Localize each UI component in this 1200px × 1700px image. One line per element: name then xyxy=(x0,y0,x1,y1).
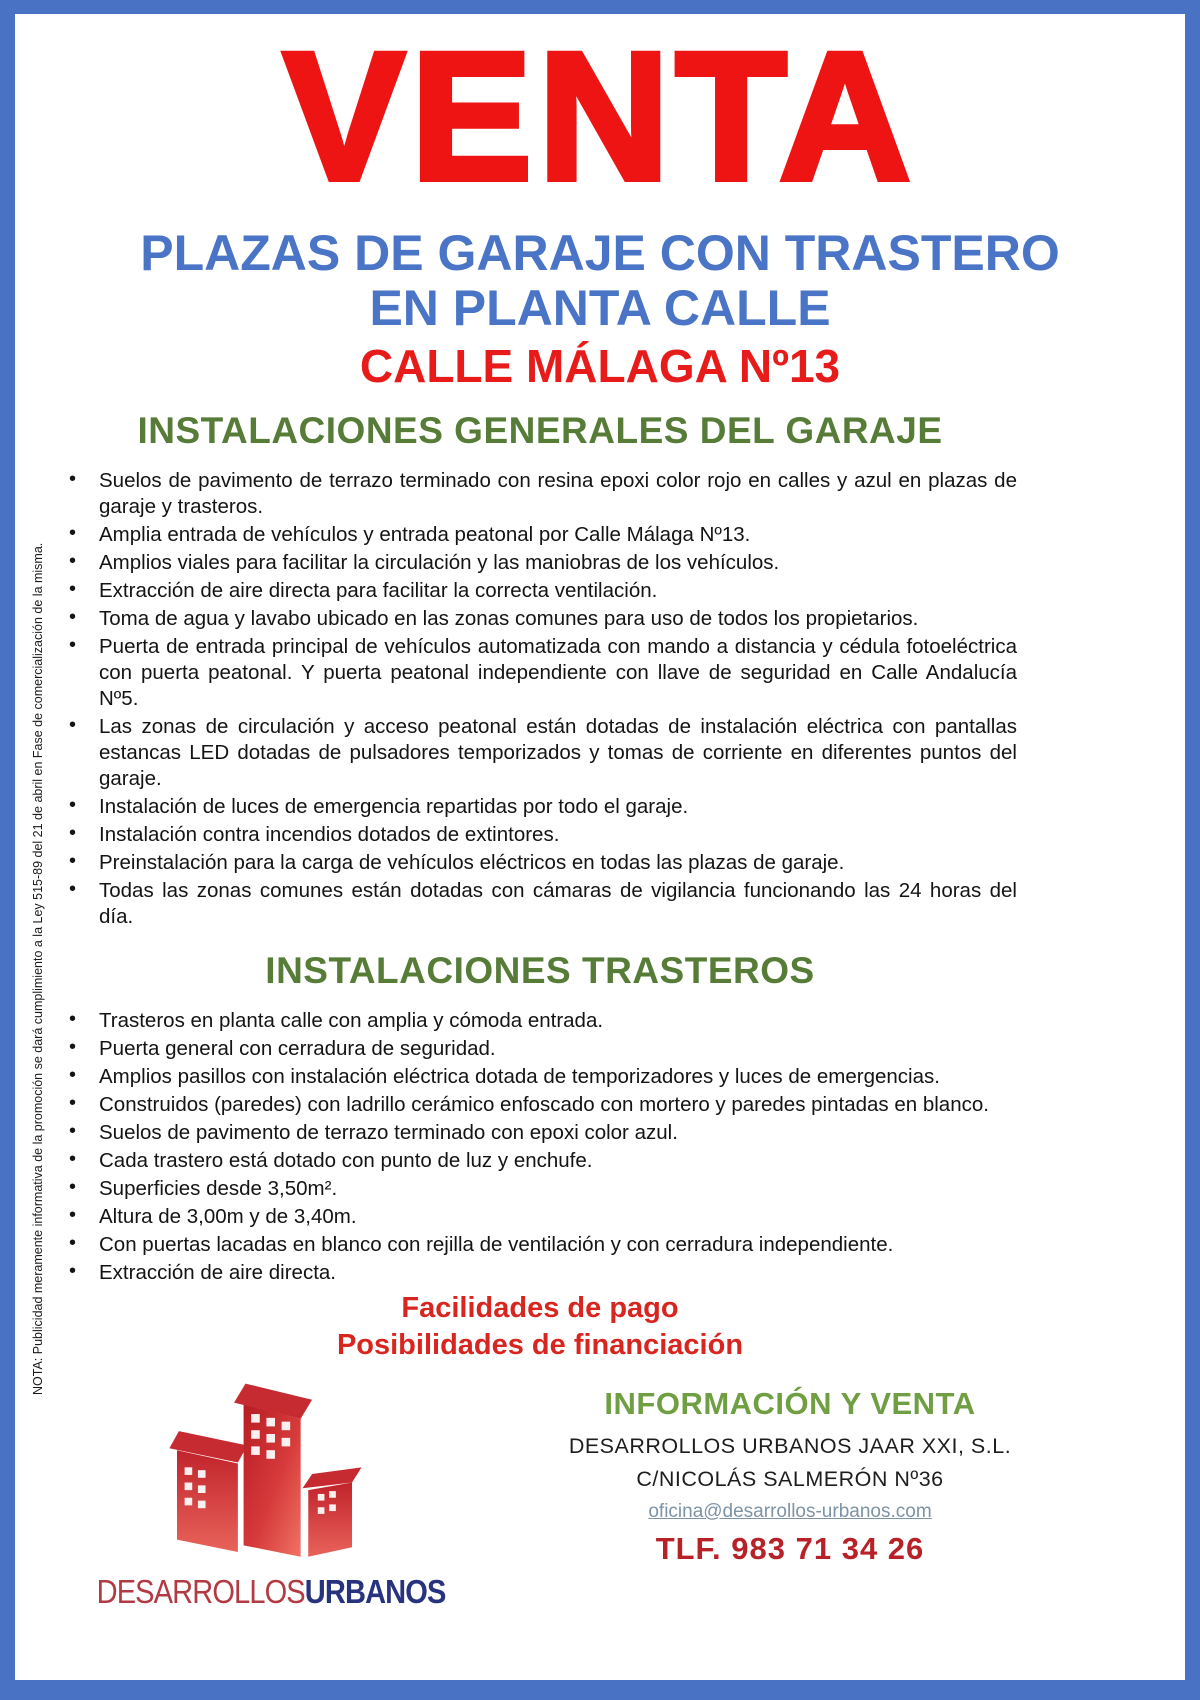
bullet-icon: • xyxy=(69,793,77,816)
section-garage-list xyxy=(63,468,1017,930)
bullet-text: Extracción de aire directa. xyxy=(99,1260,337,1284)
bullet-icon: • xyxy=(69,521,77,544)
list-item xyxy=(63,1064,1017,1090)
list-item xyxy=(63,468,1017,520)
subtitle-line-1: PLAZAS DE GARAJE CON TRASTERO xyxy=(140,224,1060,281)
bullet-text: Instalación contra incendios dotados de extintores. xyxy=(99,822,560,846)
bullet-icon: • xyxy=(69,1259,77,1282)
list-item xyxy=(63,578,1017,604)
bullet-icon: • xyxy=(69,1063,77,1086)
list-item xyxy=(63,1036,1017,1062)
bullet-icon: • xyxy=(69,467,77,490)
bullet-icon: • xyxy=(69,1007,77,1030)
bullet-text: Puerta de entrada principal de vehículos automatizada con mando a distancia y cédula fotoeléctrica con puerta peatonal. Y puerta peatonal independiente con llave de seguridad en Calle Andalucía Nº5. xyxy=(99,634,1017,710)
section-trasteros xyxy=(63,950,1017,1286)
logo-wordmark xyxy=(96,1572,446,1611)
bullet-icon: • xyxy=(69,1119,77,1142)
bullet-text: Puerta general con cerradura de seguridad. xyxy=(99,1036,496,1060)
section-trasteros-list xyxy=(63,1008,1017,1286)
bullet-icon: • xyxy=(69,849,77,872)
company-logo xyxy=(75,1376,446,1611)
list-item xyxy=(63,1092,1017,1118)
main-content xyxy=(63,410,1017,1364)
list-item xyxy=(63,550,1017,576)
list-item xyxy=(63,634,1017,712)
section-garage-heading: INSTALACIONES GENERALES DEL GARAJE xyxy=(137,409,943,451)
contact-phone: TLF. 983 71 34 26 xyxy=(655,1530,925,1566)
bullet-text: Trasteros en planta calle con amplia y cómoda entrada. xyxy=(99,1008,604,1032)
bullet-text: Las zonas de circulación y acceso peatonal están dotadas de instalación eléctrica con pantallas estancas LED dotadas de pulsadores temporizados y tomas de corriente en diferentes puntos del garaje. xyxy=(99,714,1017,790)
payment-offers xyxy=(63,1290,1017,1364)
bullet-text: Todas las zonas comunes están dotadas con cámaras de vigilancia funcionando las 24 horas del día. xyxy=(99,878,1017,928)
list-item xyxy=(63,522,1017,548)
list-item xyxy=(63,1148,1017,1174)
list-item xyxy=(63,1120,1017,1146)
bullet-text: Extracción de aire directa para facilitar la correcta ventilación. xyxy=(99,578,658,602)
offer-line-2: Posibilidades de financiación xyxy=(336,1328,744,1361)
section-garage xyxy=(63,410,1017,930)
bullet-text: Toma de agua y lavabo ubicado en las zonas comunes para uso de todos los propietarios. xyxy=(99,606,919,630)
bullet-icon: • xyxy=(69,1231,77,1254)
legal-side-note: NOTA: Publicidad meramente informativa de la promoción se dará cumplimiento a la Ley 515-89 del 21 de abril en Fase de comercialización de la misma. xyxy=(31,542,45,1396)
bullet-text: Preinstalación para la carga de vehículos eléctricos en todas las plazas de garaje. xyxy=(99,850,845,874)
offer-line-1: Facilidades de pago xyxy=(401,1291,679,1324)
bullet-icon: • xyxy=(69,1091,77,1114)
bullet-icon: • xyxy=(69,577,77,600)
buildings-logo-icon xyxy=(130,1376,380,1571)
bullet-icon: • xyxy=(69,633,77,656)
contact-company: DESARROLLOS URBANOS JAAR XXI, S.L. xyxy=(568,1433,1012,1458)
contact-heading: INFORMACIÓN Y VENTA xyxy=(604,1385,976,1421)
bullet-text: Con puertas lacadas en blanco con rejilla de ventilación y con cerradura independiente. xyxy=(99,1232,894,1256)
bullet-icon: • xyxy=(69,877,77,900)
page-title: VENTA xyxy=(283,14,917,218)
logo-word-urbanos: URBANOS xyxy=(304,1572,446,1610)
contact-info xyxy=(435,1376,1145,1611)
bullet-text: Amplios viales para facilitar la circulación y las maniobras de los vehículos. xyxy=(99,550,780,574)
bullet-icon: • xyxy=(69,1203,77,1226)
contact-email-link[interactable]: oficina@desarrollos-urbanos.com xyxy=(648,1500,932,1522)
list-item xyxy=(63,822,1017,848)
bullet-text: Amplia entrada de vehículos y entrada peatonal por Calle Málaga Nº13. xyxy=(99,522,751,546)
section-trasteros-heading: INSTALACIONES TRASTEROS xyxy=(265,949,815,991)
bullet-text: Instalación de luces de emergencia repartidas por todo el garaje. xyxy=(99,794,689,818)
bullet-text: Suelos de pavimento de terrazo terminado con epoxi color azul. xyxy=(99,1120,678,1144)
bullet-icon: • xyxy=(69,1147,77,1170)
list-item xyxy=(63,850,1017,876)
bullet-icon: • xyxy=(69,1175,77,1198)
bullet-icon: • xyxy=(69,713,77,736)
list-item xyxy=(63,1176,1017,1202)
bullet-text: Construidos (paredes) con ladrillo cerámico enfoscado con mortero y paredes pintadas en blanco. xyxy=(99,1092,989,1116)
bullet-text: Amplios pasillos con instalación eléctrica dotada de temporizadores y luces de emergencias. xyxy=(99,1064,940,1088)
bullet-text: Suelos de pavimento de terrazo terminado con resina epoxi color rojo en calles y azul en plazas de garaje y trasteros. xyxy=(99,468,1017,518)
subtitle-line-2: EN PLANTA CALLE xyxy=(369,279,831,336)
bullet-icon: • xyxy=(69,821,77,844)
bullet-icon: • xyxy=(69,605,77,628)
list-item xyxy=(63,606,1017,632)
list-item xyxy=(63,1008,1017,1034)
list-item xyxy=(63,1204,1017,1230)
bullet-text: Altura de 3,00m y de 3,40m. xyxy=(99,1204,357,1228)
list-item xyxy=(63,1260,1017,1286)
list-item xyxy=(63,714,1017,792)
logo-word-desarrollos: DESARROLLOS xyxy=(96,1572,305,1610)
bullet-icon: • xyxy=(69,549,77,572)
list-item xyxy=(63,1232,1017,1258)
bullet-text: Superficies desde 3,50m². xyxy=(99,1176,338,1200)
list-item xyxy=(63,794,1017,820)
footer xyxy=(75,1376,1145,1611)
bullet-text: Cada trastero está dotado con punto de luz y enchufe. xyxy=(99,1148,593,1172)
street-address: CALLE MÁLAGA Nº13 xyxy=(359,339,841,392)
list-item xyxy=(63,878,1017,930)
bullet-icon: • xyxy=(69,1035,77,1058)
subtitle xyxy=(15,226,1185,336)
contact-street: C/NICOLÁS SALMERÓN Nº36 xyxy=(636,1466,944,1491)
